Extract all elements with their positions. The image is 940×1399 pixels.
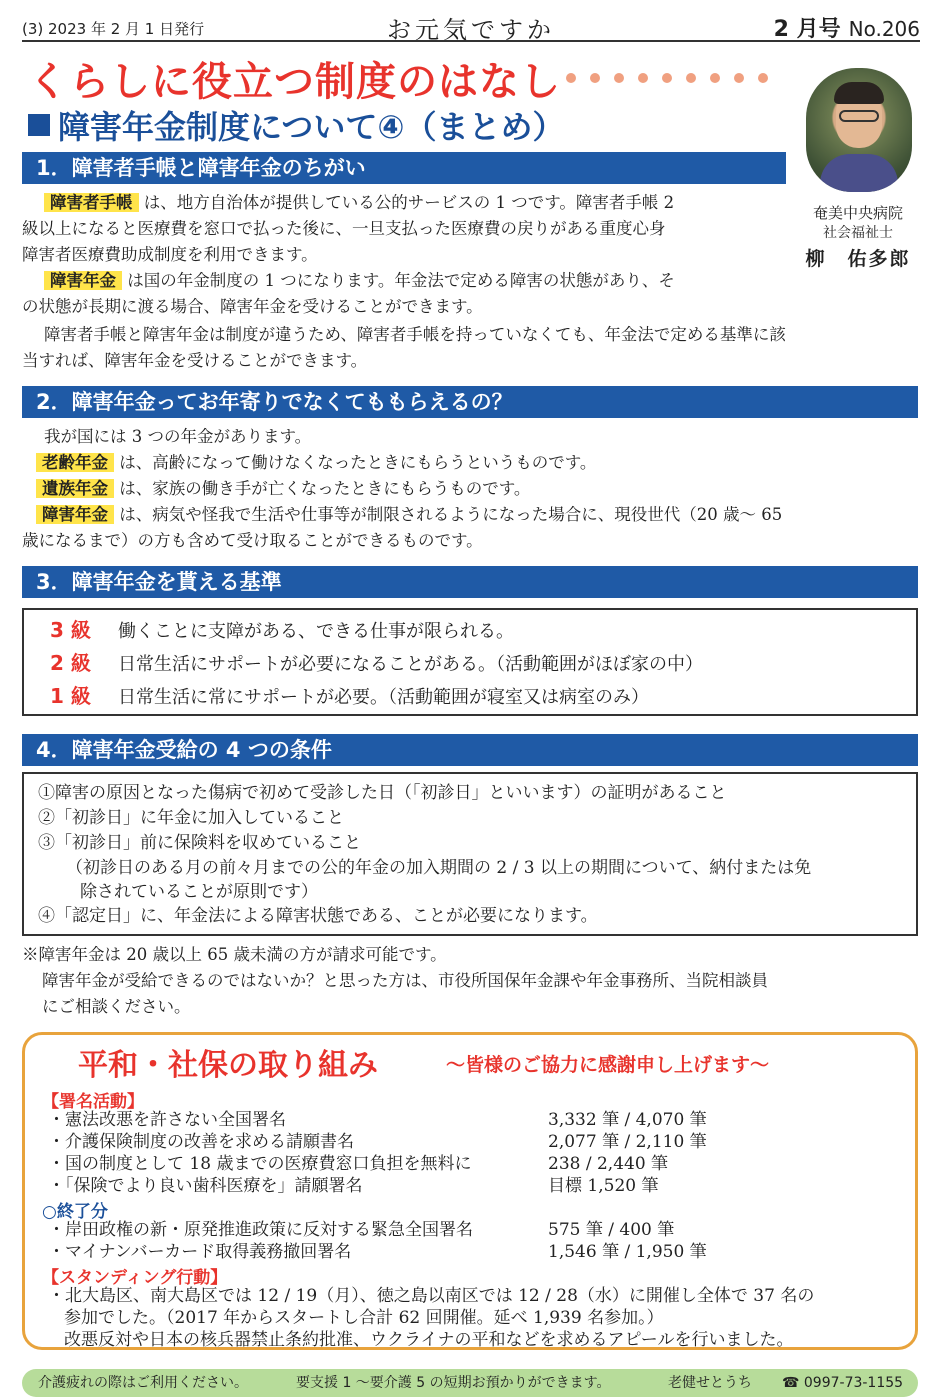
decorative-dots bbox=[566, 68, 796, 82]
condition-2: ②「初診日」に年金に加入していること bbox=[38, 808, 344, 828]
condition-3-note: （初診日のある月の前々月までの公的年金の加入期間の 2 / 3 以上の期間について、納付または免 bbox=[66, 858, 812, 878]
category-signature: 【署名活動】 bbox=[42, 1092, 144, 1112]
condition-3-note-cont: 除されていることが原則です） bbox=[80, 882, 318, 902]
grade-row: 3 級 働くことに支障がある、できる仕事が限られる。 bbox=[50, 618, 514, 642]
standing-text: 参加でした。（2017 年からスタートし合計 62 回開催。延べ 1,939 名参加。） bbox=[64, 1308, 664, 1328]
condition-4: ④「認定日」に、年金法による障害状態である、ことが必要になります。 bbox=[38, 906, 598, 926]
section1-body: 障害者手帳 は、地方自治体が提供している公的サービスの 1 つです。障害者手帳 2 級以上になると医療費を窓口で払った後に、一旦支払った医療費の戻りがある重度心身 障害者医療費助成制度を利用できます。 障害年金 は国の年金制度の 1 つになります。年金法で定める障害の状態があり、そ の状態が長期に渡る場合、障害年金を受けることができます。 bbox=[22, 193, 675, 316]
author-photo bbox=[806, 68, 912, 192]
term-pension: 障害年金 bbox=[44, 271, 122, 290]
term-survivor: 遺族年金 bbox=[36, 479, 114, 498]
newsletter-name: お元気ですか bbox=[387, 16, 555, 44]
condition-3: ③「初診日」前に保険料を収めていること bbox=[38, 833, 361, 853]
section1-heading: 1．障害者手帳と障害年金のちがい bbox=[22, 152, 786, 184]
category-standing: 【スタンディング行動】 bbox=[42, 1268, 228, 1288]
author-name: 柳 佑多郎 bbox=[805, 248, 911, 270]
list-item: ・「保険でより良い歯科医療を」請願署名 目標 1,520 筆 bbox=[48, 1176, 659, 1196]
month-label: 2 月号 bbox=[773, 17, 841, 42]
page-title: くらしに役立つ制度のはなし bbox=[28, 59, 561, 105]
issue-date: (3) 2023 年 2 月 1 日発行 bbox=[22, 20, 205, 38]
list-item: ・岸田政権の新・原発推進政策に反対する緊急全国署名 575 筆 / 400 筆 bbox=[48, 1220, 675, 1240]
section1-summary: 障害者手帳と障害年金は制度が違うため、障害者手帳を持っていなくても、年金法で定める基準に該 当すれば、障害年金を受けることができます。 bbox=[22, 325, 786, 370]
footer-banner bbox=[22, 1369, 918, 1397]
author-hospital: 奄美中央病院 bbox=[812, 204, 903, 222]
footer-facility: 老健せとうち bbox=[668, 1375, 752, 1391]
peace-subtitle: ～皆様のご協力に感謝申し上げます～ bbox=[446, 1054, 770, 1076]
section2-body: 我が国には 3 つの年金があります。 老齢年金 は、高齢になって働けなくなったときにもらうというものです。 遺族年金 は、家族の働き手が亡くなったときにもらうものです。 障害年金 は、病気や怪我で生活や仕事等が制限されるようになった場合に、現役世代（20 歳～ 65 歳になるまで）の方も含めて受け取ることができるものです。 bbox=[22, 427, 783, 550]
list-item: ・憲法改悪を許さない全国署名 3,332 筆 / 4,070 筆 bbox=[48, 1110, 707, 1130]
footer-left: 介護疲れの際はご利用ください。 bbox=[38, 1375, 248, 1391]
issue-number: No.206 bbox=[848, 17, 920, 41]
term-old-age: 老齢年金 bbox=[36, 453, 114, 472]
standing-text: 改悪反対や日本の核兵器禁止条約批准、ウクライナの平和などを求めるアピールを行いました。 bbox=[64, 1330, 794, 1350]
list-item: ・マイナンバーカード取得義務撤回署名 1,546 筆 / 1,950 筆 bbox=[48, 1242, 707, 1262]
subtitle-text: 障害年金制度について④（まとめ） bbox=[58, 108, 565, 146]
term-handbook: 障害者手帳 bbox=[44, 193, 139, 212]
page-header bbox=[22, 8, 920, 42]
condition-1: ①障害の原因となった傷病で初めて受診した日（「初診日」といいます）の証明があること bbox=[38, 783, 727, 803]
grade-row: 1 級 日常生活に常にサポートが必要。（活動範囲が寝室又は病室のみ） bbox=[50, 684, 649, 708]
list-item: ・介護保険制度の改善を求める請願書名 2,077 筆 / 2,110 筆 bbox=[48, 1132, 707, 1152]
section2-heading: 2．障害年金ってお年寄りでなくてももらえるの？ bbox=[22, 386, 918, 418]
grade-row: 2 級 日常生活にサポートが必要になることがある。（活動範囲がほぼ家の中） bbox=[50, 651, 703, 675]
square-bullet-icon bbox=[28, 114, 50, 136]
section4-heading: 4．障害年金受給の 4 つの条件 bbox=[22, 734, 918, 766]
article-subtitle bbox=[28, 102, 564, 148]
author-role: 社会福祉士 bbox=[823, 225, 893, 241]
footer-phone: ☎ 0997-73-1155 bbox=[782, 1375, 904, 1391]
standing-text: ・北大島区、南大島区では 12 / 19（月）、徳之島以南区では 12 / 28（水）に開催し全体で 37 名の bbox=[48, 1286, 815, 1306]
footer-middle: 要支援 1 ～要介護 5 の短期お預かりができます。 bbox=[296, 1375, 611, 1391]
term-disability: 障害年金 bbox=[36, 505, 114, 524]
issue-month bbox=[774, 12, 920, 43]
category-finished: ○終了分 bbox=[42, 1202, 108, 1222]
section4-notes: ※障害年金は 20 歳以上 65 歳未満の方が請求可能です。 障害年金が受給できるのではないか？と思った方は、市役所国保年金課や年金事務所、当院相談員 にご相談ください。 bbox=[22, 945, 768, 1016]
list-item: ・国の制度として 18 歳までの医療費窓口負担を無料に 238 / 2,440 筆 bbox=[48, 1154, 669, 1174]
peace-title: 平和・社保の取り組み bbox=[78, 1048, 378, 1083]
section3-heading: 3．障害年金を貰える基準 bbox=[22, 566, 918, 598]
